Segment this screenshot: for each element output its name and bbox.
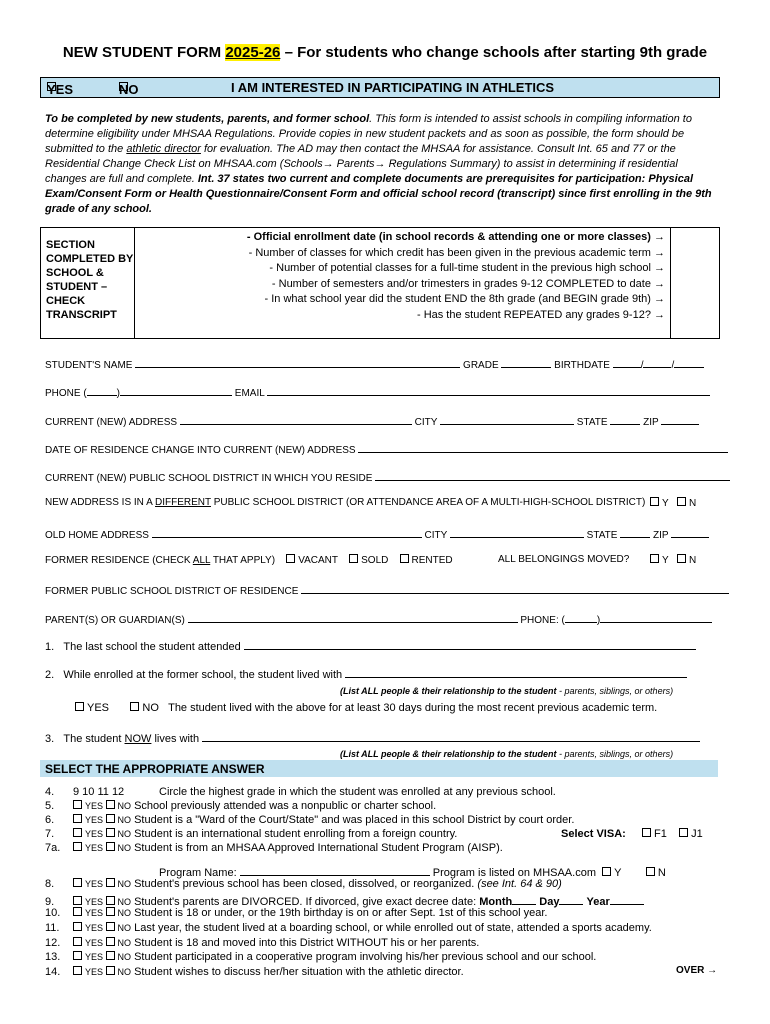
parent-phone-field[interactable] [600, 611, 712, 623]
phone-row: PHONE ( ) EMAIL [45, 384, 710, 399]
checkbox-icon[interactable] [130, 702, 139, 711]
checkbox-icon[interactable] [73, 842, 82, 851]
checkbox-icon[interactable] [106, 878, 115, 887]
checkbox-icon[interactable] [73, 966, 82, 975]
checkbox-icon[interactable] [73, 951, 82, 960]
visa-options: F1 J1 [642, 828, 703, 840]
program-row: Program Name: Program is listed on MHSAA.com Y N [159, 864, 666, 879]
area-code-field[interactable] [87, 384, 117, 396]
former-residence-row: FORMER RESIDENCE (CHECK ALL THAT APPLY) VACANT SOLD RENTED [45, 555, 453, 566]
belongings-options: Y N [650, 554, 696, 566]
answer-row: 8. YES NO Student's previous school has been closed, dissolved, or reorganized. (see Int. 64 & 90) [45, 878, 562, 890]
old-state-field[interactable] [620, 526, 650, 538]
decree-year-field[interactable] [610, 893, 644, 905]
birth-month-field[interactable] [613, 356, 641, 368]
section-item: - Number of semesters and/or trimesters in grades 9-12 COMPLETED to date → [271, 277, 665, 290]
checkbox-icon[interactable] [73, 800, 82, 809]
section-label-cell [41, 228, 135, 338]
checkbox-icon[interactable] [106, 896, 115, 905]
checkbox-icon[interactable] [677, 554, 686, 563]
checkbox-icon[interactable] [106, 828, 115, 837]
over-label: OVER → [676, 965, 718, 976]
address-field[interactable] [180, 413, 412, 425]
student-name-row: STUDENT'S NAME GRADE BIRTHDATE / / [45, 356, 704, 371]
visa-label: Select VISA: [561, 828, 626, 840]
athletics-bar: YES NO I AM INTERESTED IN PARTICIPATING IN ATHLETICS [40, 77, 720, 98]
checkbox-icon[interactable] [602, 867, 611, 876]
question-2-note: (List ALL people & their relationship to the student - parents, siblings, or others) [340, 686, 674, 696]
lives-with-field[interactable] [202, 730, 700, 742]
decree-month-field[interactable] [512, 893, 536, 905]
checkbox-icon[interactable] [73, 828, 82, 837]
zip-field[interactable] [661, 413, 699, 425]
checkbox-icon[interactable] [75, 702, 84, 711]
district-field[interactable] [375, 469, 730, 481]
answer-row: 5. YES NO School previously attended was a nonpublic or charter school. [45, 800, 437, 812]
grade-options[interactable]: 9 10 11 12 [73, 786, 125, 798]
answer-row: 10. YES NO Student is 18 or under, or the 19th birthday is on or after Sept. 1st of this school year. [45, 907, 548, 920]
student-name-field[interactable] [135, 356, 460, 368]
old-zip-field[interactable] [671, 526, 709, 538]
answer-row: 11. YES NO Last year, the student lived at a boarding school, or while enrolled out of state, attended a sports academy. [45, 922, 652, 935]
lived-with-field[interactable] [345, 666, 687, 678]
checkbox-icon[interactable] [679, 828, 688, 837]
answer-row: 12. YES NO Student is 18 and moved into this District WITHOUT his or her parents. [45, 936, 480, 949]
title-year: 2025-26 [225, 44, 281, 61]
answers-8-14 [45, 878, 652, 981]
checkbox-icon[interactable] [349, 554, 358, 563]
section-item: - Has the student REPEATED any grades 9-12? → [416, 308, 665, 321]
former-district-field[interactable] [301, 582, 729, 594]
section-item: - In what school year did the student END the 8th grade (and BEGIN grade 9th) → [264, 293, 665, 305]
intro-paragraph: To be completed by new students, parents, and former school. This form is intended to assist schools in compiling information to determine eligibility under MHSAA Regulations. Provide copies in new student packets and as soon as possible, the form should be submitted to the athletic director for evaluation. The AD may then contact the MHSAA for assistance. Consult Int. 65 and 77 or the Residential Change Check List on MHSAA.com (Schools→ Parents→ Regulations Summary) to assist in determining if residential changes are full and complete. Int. 37 states two current and complete documents are prerequisites for participation: Physical Exam/Consent Form or Health Questionnaire/Consent Form and official school record (transcript) since first enrolling in the 9th grade of any school. [45, 113, 712, 215]
checkbox-icon[interactable] [119, 82, 128, 91]
checkbox-icon[interactable] [106, 842, 115, 851]
former-district-row: FORMER PUBLIC SCHOOL DISTRICT OF RESIDENCE [45, 582, 729, 597]
checkbox-icon[interactable] [400, 554, 409, 563]
parents-row: PARENT(S) OR GUARDIAN(S) PHONE: ( ) [45, 611, 712, 626]
checkbox-icon[interactable] [106, 907, 115, 916]
answer-row: 7. YES NO Student is an international student enrolling from a foreign country. [45, 828, 458, 840]
form-title [0, 44, 770, 61]
title-prefix: NEW STUDENT FORM [62, 44, 226, 61]
checkbox-icon[interactable] [642, 828, 651, 837]
section-label: SECTION COMPLETED BY SCHOOL & STUDENT – CHECK TRANSCRIPT [46, 239, 134, 321]
section-item: - Number of classes for which credit has been given in the previous academic term → [248, 246, 665, 259]
old-city-field[interactable] [450, 526, 584, 538]
checkbox-icon[interactable] [650, 497, 659, 506]
program-name-field[interactable] [240, 864, 430, 876]
checkbox-icon[interactable] [286, 554, 295, 563]
checkbox-icon[interactable] [677, 497, 686, 506]
decree-day-field[interactable] [559, 893, 583, 905]
athletics-heading: I AM INTERESTED IN PARTICIPATING IN ATHLETICS [231, 80, 555, 95]
checkbox-icon[interactable] [106, 922, 115, 931]
grade-field[interactable] [501, 356, 551, 368]
school-section [40, 227, 720, 339]
checkbox-icon[interactable] [106, 800, 115, 809]
residence-change-row: DATE OF RESIDENCE CHANGE INTO CURRENT (NEW) ADDRESS [45, 441, 728, 456]
old-address-field[interactable] [152, 526, 422, 538]
question-2b: YES NO The student lived with the above for at least 30 days during the most recent previous academic term. [75, 702, 657, 714]
section-item: - Official enrollment date (in school records & attending one or more classes) → [246, 231, 665, 243]
different-district-row: NEW ADDRESS IS IN A DIFFERENT PUBLIC SCHOOL DISTRICT (OR ATTENDANCE AREA OF A MULTI-HIGH-SCHOOL DISTRICT) [45, 497, 646, 508]
answer-row: 6. YES NO Student is a "Ward of the Court/State" and was placed in this school District by court order. [45, 814, 575, 826]
different-district-options: Y N [650, 497, 696, 509]
checkbox-icon[interactable] [106, 966, 115, 975]
belongings-moved: ALL BELONGINGS MOVED? [498, 554, 630, 565]
select-heading-bar [40, 760, 718, 777]
last-school-field[interactable] [244, 638, 696, 650]
checkbox-icon[interactable] [73, 937, 82, 946]
question-1: 1. The last school the student attended [45, 638, 696, 653]
parents-field[interactable] [188, 611, 518, 623]
section-item: - Number of potential classes for a full-time student in the previous high school → [269, 262, 665, 274]
answer-row: 7a. YES NO Student is from an MHSAA Approved International Student Program (AISP). [45, 842, 503, 854]
answers-5-7a [45, 800, 574, 856]
checkbox-icon[interactable] [106, 814, 115, 823]
phone-field[interactable] [120, 384, 232, 396]
answer-row: 13. YES NO Student participated in a cooperative program involving his/her previous school and our school. [45, 951, 597, 964]
title-suffix: – For students who change schools after starting 9th grade [280, 44, 708, 61]
answer-4: 4. 9 10 11 12 Circle the highest grade in which the student was enrolled at any previous school. [45, 786, 556, 798]
question-2: 2. While enrolled at the former school, the student lived with [45, 666, 687, 681]
parent-area-code-field[interactable] [565, 611, 597, 623]
city-field[interactable] [440, 413, 574, 425]
checkbox-icon[interactable] [106, 937, 115, 946]
checkbox-icon[interactable] [73, 907, 82, 916]
address-row: CURRENT (NEW) ADDRESS CITY STATE ZIP [45, 413, 699, 428]
birth-day-field[interactable] [643, 356, 671, 368]
answer-row: 14. YES NO Student wishes to discuss her/her situation with the athletic director. [45, 966, 464, 979]
birth-year-field[interactable] [674, 356, 704, 368]
select-heading: SELECT THE APPROPRIATE ANSWER [45, 762, 265, 776]
old-address-row: OLD HOME ADDRESS CITY STATE ZIP [45, 526, 709, 541]
district-row: CURRENT (NEW) PUBLIC SCHOOL DISTRICT IN WHICH YOU RESIDE [45, 469, 730, 484]
state-field[interactable] [610, 413, 640, 425]
question-3: 3. The student NOW lives with [45, 730, 700, 745]
residence-change-field[interactable] [358, 441, 728, 453]
question-3-note: (List ALL people & their relationship to the student - parents, siblings, or others) [340, 749, 674, 759]
checkbox-icon[interactable] [73, 896, 82, 905]
section-items [135, 228, 671, 338]
checkbox-icon[interactable] [47, 82, 56, 91]
checkbox-icon[interactable] [73, 922, 82, 931]
checkbox-icon[interactable] [650, 554, 659, 563]
answer-row: 9. YES NO Student's parents are DIVORCED. If divorced, give exact decree date: Month Day Year [45, 893, 652, 908]
checkbox-icon[interactable] [73, 878, 82, 887]
checkbox-icon[interactable] [646, 867, 655, 876]
checkbox-icon[interactable] [106, 951, 115, 960]
checkbox-icon[interactable] [73, 814, 82, 823]
email-field[interactable] [267, 384, 710, 396]
